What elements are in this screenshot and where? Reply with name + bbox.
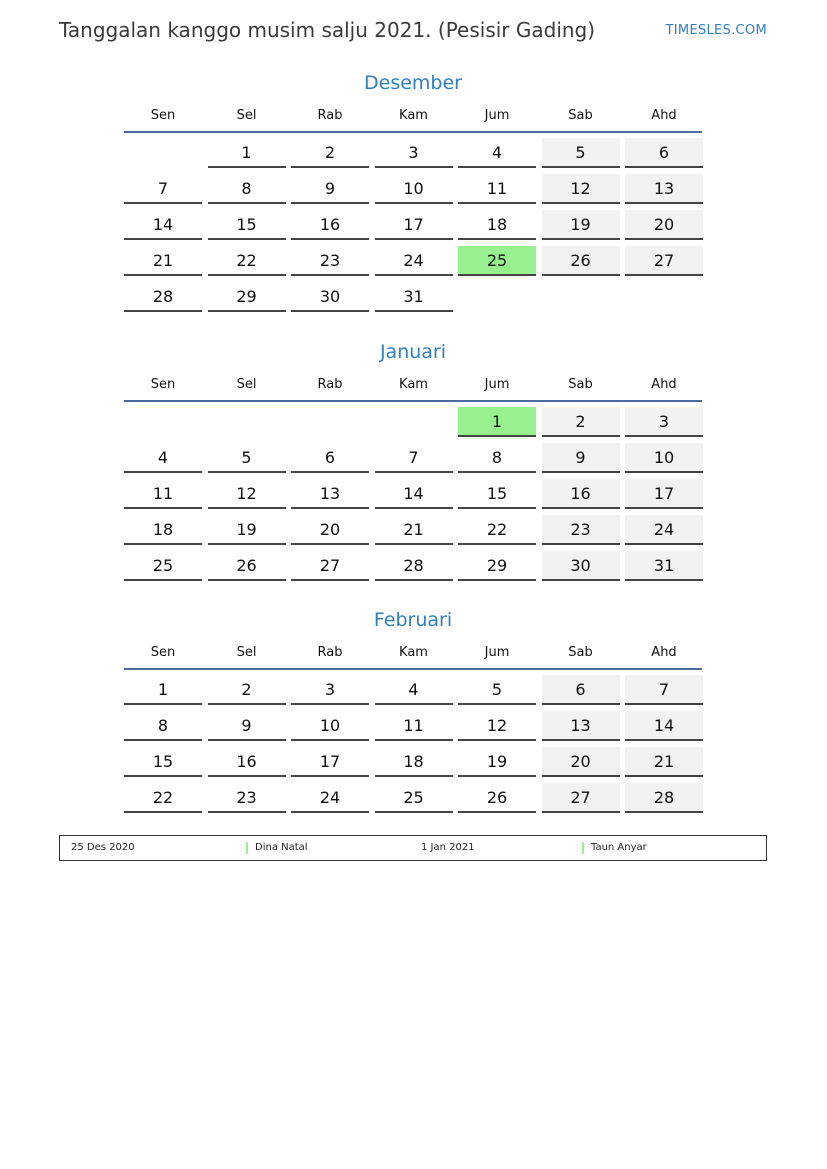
day-cell: 5 <box>208 443 286 473</box>
day-cell: 9 <box>542 443 620 473</box>
day-cell: 26 <box>458 783 536 813</box>
day-cell: 13 <box>291 479 369 509</box>
page-header <box>59 18 767 48</box>
day-cell: 28 <box>375 551 453 581</box>
legend-color-2 <box>582 842 584 854</box>
brand-link[interactable]: TIMESLES.COM <box>665 23 767 38</box>
day-cell: 18 <box>375 747 453 777</box>
day-cell: 17 <box>625 479 703 509</box>
weekday-header <box>124 645 702 669</box>
day-cell: 16 <box>291 210 369 240</box>
day-cell: 16 <box>208 747 286 777</box>
day-cell: 24 <box>375 246 453 276</box>
day-cell: 11 <box>375 711 453 741</box>
day-cell: 24 <box>291 783 369 813</box>
day-cell: 16 <box>542 479 620 509</box>
day-cell: 14 <box>625 711 703 741</box>
day-cell: 19 <box>542 210 620 240</box>
day-cell: 9 <box>208 711 286 741</box>
day-cell: 27 <box>542 783 620 813</box>
day-cell: 10 <box>375 174 453 204</box>
weekday-label: Rab <box>317 377 343 392</box>
day-cell: 25 <box>375 783 453 813</box>
day-cell: 3 <box>291 675 369 705</box>
day-cell: 21 <box>124 246 202 276</box>
day-cell: 22 <box>124 783 202 813</box>
day-cell: 18 <box>124 515 202 545</box>
day-cell: 7 <box>375 443 453 473</box>
day-cell: 26 <box>542 246 620 276</box>
day-cell: 8 <box>208 174 286 204</box>
weekday-label: Ahd <box>651 377 677 392</box>
weekday-label: Sen <box>150 377 176 392</box>
day-cell: 14 <box>375 479 453 509</box>
day-cell: 5 <box>458 675 536 705</box>
day-cell: 1 <box>208 138 286 168</box>
day-cell: 7 <box>124 174 202 204</box>
day-cell: 9 <box>291 174 369 204</box>
month-februari <box>124 607 702 807</box>
day-cell: 29 <box>458 551 536 581</box>
day-cell: 14 <box>124 210 202 240</box>
weekday-label: Ahd <box>651 645 677 660</box>
weekday-label: Sab <box>568 377 593 392</box>
day-cell: 11 <box>458 174 536 204</box>
day-cell: 20 <box>625 210 703 240</box>
day-cell: 6 <box>291 443 369 473</box>
holiday-day-cell: 25 <box>458 246 536 276</box>
day-cell: 15 <box>458 479 536 509</box>
day-cell: 3 <box>625 407 703 437</box>
day-cell: 7 <box>625 675 703 705</box>
day-cell: 26 <box>208 551 286 581</box>
day-cell: 8 <box>124 711 202 741</box>
day-cell: 10 <box>625 443 703 473</box>
day-cell: 12 <box>208 479 286 509</box>
weekday-header <box>124 377 702 401</box>
holiday-legend <box>59 835 767 861</box>
day-cell: 4 <box>375 675 453 705</box>
day-cell: 15 <box>124 747 202 777</box>
day-cell: 20 <box>542 747 620 777</box>
day-cell: 22 <box>208 246 286 276</box>
legend-name-2: Taun Anyar <box>591 842 647 853</box>
day-cell: 30 <box>291 282 369 312</box>
day-cell: 17 <box>375 210 453 240</box>
day-cell: 31 <box>625 551 703 581</box>
day-cell: 21 <box>375 515 453 545</box>
weekday-label: Sel <box>236 645 257 660</box>
day-cell: 2 <box>542 407 620 437</box>
weekday-label: Sen <box>150 645 176 660</box>
day-cell: 11 <box>124 479 202 509</box>
weekday-label: Kam <box>399 108 428 123</box>
month-title: Januari <box>379 341 447 363</box>
page-title: Tanggalan kanggo musim salju 2021. (Pesisir Gading) <box>59 18 596 42</box>
holiday-day-cell: 1 <box>458 407 536 437</box>
day-cell: 27 <box>625 246 703 276</box>
weekday-label: Kam <box>399 377 428 392</box>
day-cell: 23 <box>542 515 620 545</box>
weekday-label: Jum <box>484 645 510 660</box>
month-januari <box>124 339 702 575</box>
day-cell: 19 <box>208 515 286 545</box>
weekday-label: Ahd <box>651 108 677 123</box>
weekday-label: Sel <box>236 108 257 123</box>
day-cell: 22 <box>458 515 536 545</box>
weekday-label: Sab <box>568 645 593 660</box>
legend-color-1 <box>246 842 248 854</box>
weekday-label: Sel <box>236 377 257 392</box>
month-desember <box>124 70 702 306</box>
day-cell: 13 <box>625 174 703 204</box>
day-cell: 12 <box>458 711 536 741</box>
day-cell: 24 <box>625 515 703 545</box>
day-cell: 12 <box>542 174 620 204</box>
day-cell: 19 <box>458 747 536 777</box>
day-cell: 27 <box>291 551 369 581</box>
day-cell: 29 <box>208 282 286 312</box>
day-cell: 18 <box>458 210 536 240</box>
day-cell: 25 <box>124 551 202 581</box>
weekday-label: Rab <box>317 645 343 660</box>
weekday-label: Jum <box>484 377 510 392</box>
legend-date-2: 1 Jan 2021 <box>421 842 475 853</box>
day-cell: 28 <box>625 783 703 813</box>
day-cell: 10 <box>291 711 369 741</box>
day-cell: 28 <box>124 282 202 312</box>
day-cell: 30 <box>542 551 620 581</box>
day-cell: 4 <box>458 138 536 168</box>
day-cell: 8 <box>458 443 536 473</box>
day-cell: 23 <box>291 246 369 276</box>
day-cell: 31 <box>375 282 453 312</box>
weekday-label: Kam <box>399 645 428 660</box>
day-cell: 23 <box>208 783 286 813</box>
day-cell: 1 <box>124 675 202 705</box>
day-cell: 2 <box>291 138 369 168</box>
weekday-label: Sen <box>150 108 176 123</box>
day-cell: 6 <box>542 675 620 705</box>
day-cell: 15 <box>208 210 286 240</box>
day-cell: 6 <box>625 138 703 168</box>
weekday-label: Rab <box>317 108 343 123</box>
weekday-label: Sab <box>568 108 593 123</box>
day-cell: 5 <box>542 138 620 168</box>
day-cell: 4 <box>124 443 202 473</box>
day-cell: 2 <box>208 675 286 705</box>
day-cell: 13 <box>542 711 620 741</box>
month-title: Februari <box>373 609 453 631</box>
month-title: Desember <box>364 72 462 94</box>
weekday-label: Jum <box>484 108 510 123</box>
day-cell: 20 <box>291 515 369 545</box>
legend-date-1: 25 Des 2020 <box>71 842 135 853</box>
day-cell: 17 <box>291 747 369 777</box>
day-cell: 3 <box>375 138 453 168</box>
day-cell: 21 <box>625 747 703 777</box>
legend-name-1: Dina Natal <box>255 842 308 853</box>
weekday-header <box>124 108 702 132</box>
